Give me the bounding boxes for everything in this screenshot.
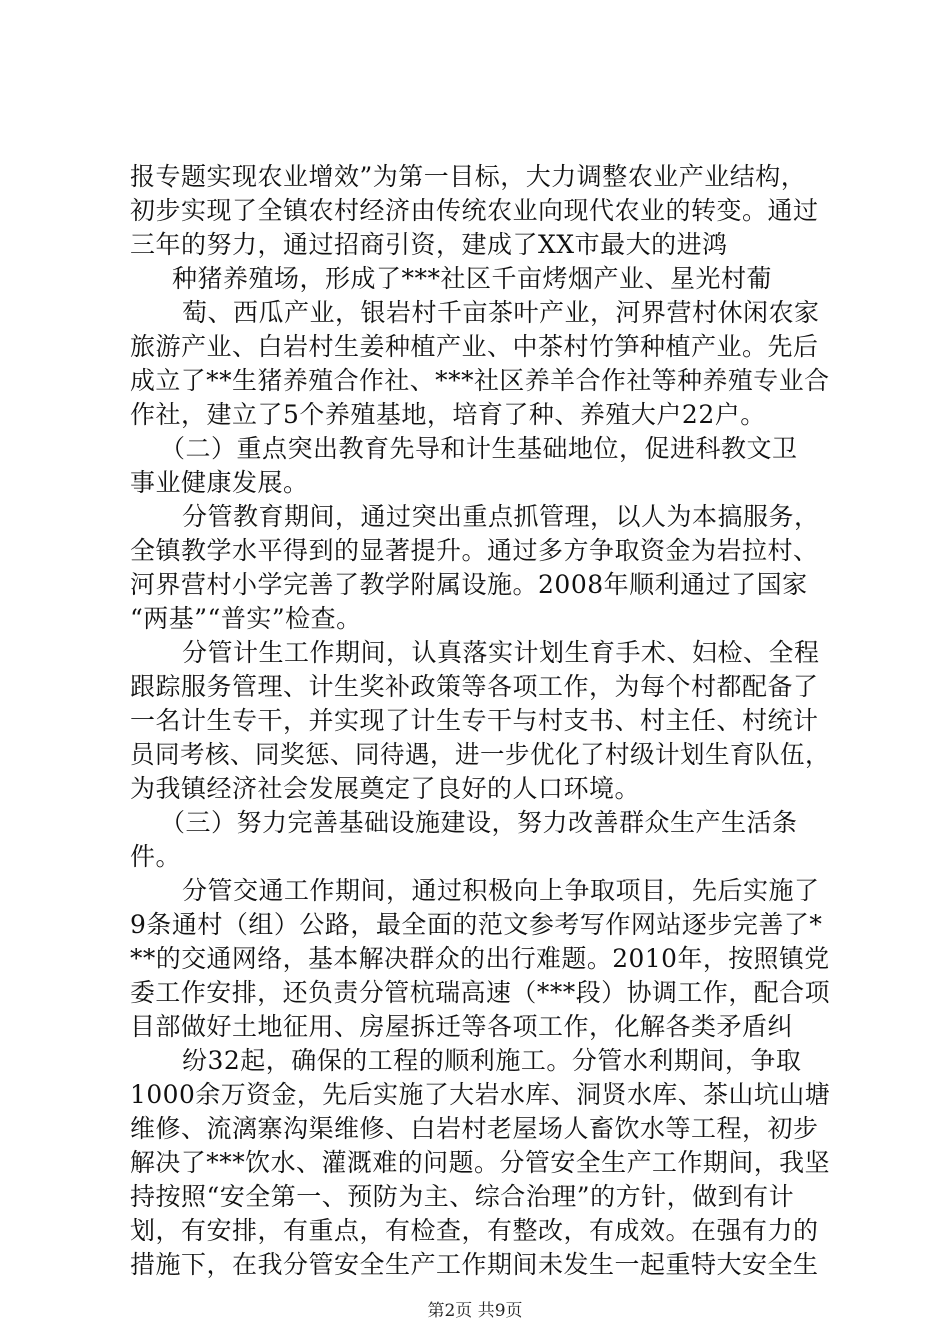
- paragraph-line: 作社，建立了5个养殖基地，培育了种、养殖大户22户。: [130, 400, 766, 429]
- section-heading-line: 事业健康发展。: [130, 468, 309, 497]
- paragraph-line: 9条通村（组）公路，最全面的范文参考写作网站逐步完善了*: [130, 910, 823, 939]
- section-heading-line: （三）努力完善基础设施建设，努力改善群众生产生活条: [160, 808, 798, 837]
- paragraph-line: 成立了**生猪养殖合作社、***社区养羊合作社等种养殖专业合: [130, 366, 830, 395]
- paragraph-line: 分管教育期间，通过突出重点抓管理，以人为本搞服务，: [182, 502, 820, 531]
- paragraph-line: 初步实现了全镇农村经济由传统农业向现代农业的转变。通过: [130, 196, 819, 225]
- paragraph-line: 萄、西瓜产业，银岩村千亩茶叶产业，河界营村休闲农家: [182, 298, 820, 327]
- paragraph-line: 三年的努力，通过招商引资，建成了XX市最大的进鸿: [130, 230, 728, 259]
- paragraph-line: 报专题实现农业增效”为第一目标，大力调整农业产业结构，: [130, 162, 807, 191]
- paragraph-line: 1000余万资金，先后实施了大岩水库、洞贤水库、茶山坑山塘: [130, 1080, 831, 1109]
- paragraph-line: 一名计生专干，并实现了计生专干与村支书、村主任、村统计: [130, 706, 819, 735]
- paragraph-line: 员同考核、同奖惩、同待遇，进一步优化了村级计划生育队伍，: [130, 740, 831, 769]
- paragraph-line: 全镇教学水平得到的显著提升。通过多方争取资金为岩拉村、: [130, 536, 819, 565]
- page-number-footer: 第2页 共9页: [427, 1301, 523, 1321]
- paragraph-line: 委工作安排，还负责分管杭瑞高速（***段）协调工作，配合项: [130, 978, 831, 1007]
- paragraph-line: 措施下，在我分管安全生产工作期间未发生一起重特大安全生: [130, 1250, 819, 1279]
- paragraph-line: 河界营村小学完善了教学附属设施。2008年顺利通过了国家: [130, 570, 808, 599]
- section-heading-line: （二）重点突出教育先导和计生基础地位，促进科教文卫: [160, 434, 798, 463]
- paragraph-line: “两基”“普实”检查。: [130, 604, 362, 633]
- paragraph-line: 划，有安排，有重点，有检查，有整改，有成效。在强有力的: [130, 1216, 819, 1245]
- paragraph-line: 分管计生工作期间，认真落实计划生育手术、妇检、全程: [182, 638, 820, 667]
- paragraph-line: **的交通网络，基本解决群众的出行难题。2010年，按照镇党: [130, 944, 830, 973]
- paragraph-line: 跟踪服务管理、计生奖补政策等各项工作，为每个村都配备了: [130, 672, 819, 701]
- paragraph-line: 分管交通工作期间，通过积极向上争取项目，先后实施了: [182, 876, 820, 905]
- paragraph-line: 旅游产业、白岩村生姜种植产业、中茶村竹笋种植产业。先后: [130, 332, 819, 361]
- section-heading-line: 件。: [130, 842, 182, 871]
- paragraph-line: 为我镇经济社会发展奠定了良好的人口环境。: [130, 774, 641, 803]
- paragraph-line: 纷32起，确保的工程的顺利施工。分管水利期间，争取: [182, 1046, 802, 1075]
- paragraph-line: 解决了***饮水、灌溉难的问题。分管安全生产工作期间，我坚: [130, 1148, 831, 1177]
- paragraph-line: 维修、流漓寨沟渠维修、白岩村老屋场人畜饮水等工程，初步: [130, 1114, 819, 1143]
- paragraph-line: 持按照“安全第一、预防为主、综合治理”的方针，做到有计: [130, 1182, 795, 1211]
- paragraph-line: 种猪养殖场，形成了***社区千亩烤烟产业、星光村葡: [172, 264, 773, 293]
- paragraph-line: 目部做好土地征用、房屋拆迁等各项工作，化解各类矛盾纠: [130, 1012, 794, 1041]
